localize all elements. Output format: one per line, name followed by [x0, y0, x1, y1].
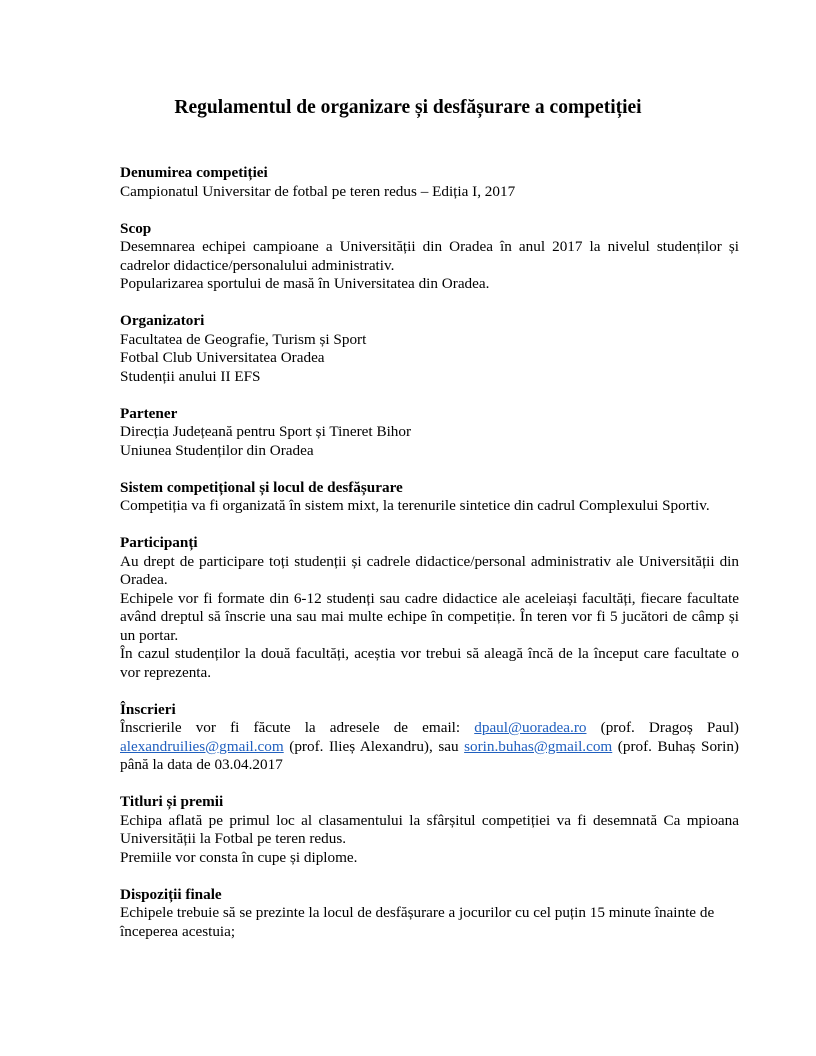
- section-titluri: [120, 793, 739, 867]
- section-heading: Sistem competițional și locul de desfășurare: [120, 478, 403, 496]
- section-text: Uniunea Studenților din Oradea: [120, 441, 314, 459]
- section-heading: Denumirea competiției: [120, 164, 268, 181]
- document-title: Regulamentul de organizare și desfășurare a competiției: [174, 97, 642, 118]
- section-heading: Partener: [120, 404, 178, 422]
- section-scop: [120, 220, 739, 294]
- section-sistem: [120, 479, 739, 516]
- section-partener: [120, 405, 739, 461]
- section-text: Facultatea de Geografie, Turism și Sport: [120, 330, 367, 348]
- registration-text: (prof. Ilieș Alexandru), sau: [283, 737, 465, 755]
- section-text: Studenții anului II EFS: [120, 367, 261, 385]
- registration-paragraph: [120, 719, 739, 775]
- section-participanti: [120, 534, 739, 682]
- section-paragraph: În cazul studenților la două facultăți, aceștia vor trebui să aleagă încă de la început care facultate o vor reprezenta.: [120, 645, 739, 681]
- section-paragraph: Echipele vor fi formate din 6-12 studenți sau cadre didactice ale aceleiași facultăți, fiecare facultate având dreptul să înscrie una sau mai multe echipe în competiție. În teren vor fi 5 jucători de câmp și un portar.: [120, 589, 739, 644]
- document-body: [120, 164, 739, 960]
- section-paragraph: Au drept de participare toți studenții și cadrele didactice/personal administrativ ale Universității din Oradea.: [120, 552, 739, 588]
- section-heading: Participanți: [120, 534, 198, 551]
- email-link-alexandruilies[interactable]: alexandruilies@gmail.com: [120, 737, 284, 755]
- section-inscrieri: [120, 701, 739, 775]
- section-dispozitii: [120, 886, 739, 942]
- section-paragraph: Desemnarea echipei campioane a Universității din Oradea în anul 2017 la nivelul studenților și cadrelor didactice/personalului administrativ.: [120, 238, 739, 274]
- email-link-sorin-buhas[interactable]: sorin.buhas@gmail.com: [464, 737, 613, 755]
- section-paragraph: Popularizarea sportului de masă în Universitatea din Oradea.: [120, 275, 490, 292]
- section-text: Direcția Județeană pentru Sport și Tineret Bihor: [120, 423, 412, 440]
- email-link-dpaul[interactable]: dpaul@uoradea.ro: [474, 719, 587, 736]
- registration-text: (prof. Buhaș Sorin) până la data de 03.04.2017: [120, 737, 739, 773]
- section-heading: Scop: [120, 219, 152, 237]
- section-organizatori: [120, 312, 739, 386]
- section-text: Fotbal Club Universitatea Oradea: [120, 349, 325, 366]
- section-heading: Titluri și premii: [120, 793, 224, 810]
- section-denumire: [120, 164, 739, 201]
- section-heading: Înscrieri: [120, 700, 176, 718]
- section-paragraph: Echipa aflată pe primul loc al clasamentului la sfârșitul competiției va fi desemnată Ca mpioana Universității la Fotbal pe teren redus.: [120, 811, 739, 847]
- registration-text: (prof. Dragoș Paul): [586, 719, 739, 736]
- section-paragraph: Premiile vor consta în cupe și diplome.: [120, 848, 358, 866]
- section-paragraph: Echipele trebuie să se prezinte la locul de desfășurare a jocurilor cu cel puțin 15 minute înainte de începerea acestuia;: [120, 904, 715, 940]
- section-heading: Organizatori: [120, 312, 205, 329]
- registration-text: Înscrierile vor fi făcute la adresele de email:: [120, 719, 475, 736]
- section-heading: Dispoziții finale: [120, 885, 222, 903]
- section-paragraph: Competiția va fi organizată în sistem mixt, la terenurile sintetice din cadrul Complexului Sportiv.: [120, 497, 710, 514]
- section-text: Campionatul Universitar de fotbal pe teren redus – Ediția I, 2017: [120, 182, 516, 200]
